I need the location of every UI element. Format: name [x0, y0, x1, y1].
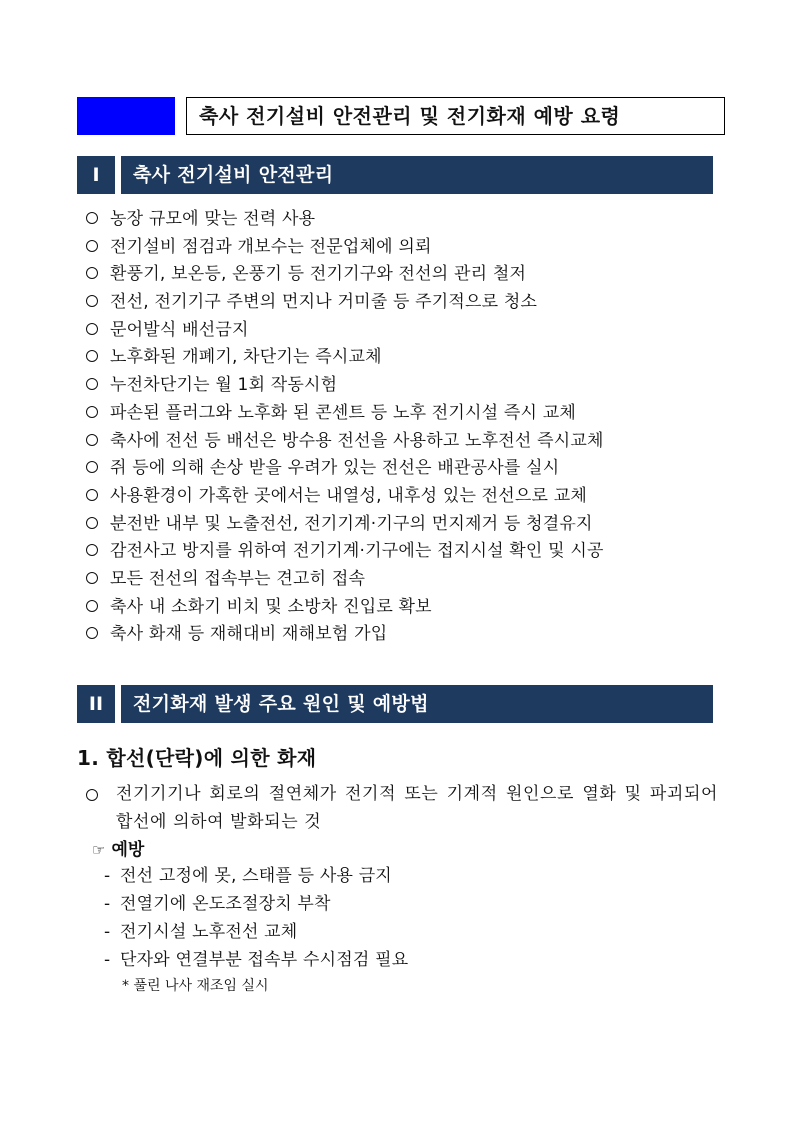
list-item-text: 누전차단기는 월 1회 작동시험	[110, 375, 338, 396]
prevention-item-text: 전선 고정에 못, 스태플 등 사용 금지	[120, 866, 392, 886]
circle-bullet-icon	[86, 789, 98, 801]
prevention-label	[92, 836, 144, 864]
list-item	[84, 344, 724, 372]
section-1-header	[77, 156, 713, 194]
circle-bullet-icon	[86, 406, 98, 418]
list-item	[84, 317, 724, 345]
prevention-item-text: 전열기에 온도조절장치 부착	[120, 894, 331, 914]
circle-bullet-icon	[86, 600, 98, 612]
prevention-item	[104, 946, 408, 974]
list-item-text: 문어발식 배선금지	[110, 319, 249, 340]
list-item	[84, 511, 724, 539]
pointing-hand-icon: ☞	[92, 841, 106, 859]
list-item	[84, 289, 724, 317]
circle-bullet-icon	[86, 350, 98, 362]
prevention-item	[104, 862, 408, 890]
document-title: 축사 전기설비 안전관리 및 전기화재 예방 요령	[186, 97, 725, 135]
section-1-number: I	[77, 156, 115, 194]
list-item-text: 축사에 전선 등 배선은 방수용 전선을 사용하고 노후전선 즉시교체	[110, 430, 604, 451]
circle-bullet-icon	[86, 212, 98, 224]
list-item-text: 농장 규모에 맞는 전력 사용	[110, 209, 316, 229]
prevention-note: * 풀린 나사 재조임 실시	[122, 978, 269, 994]
dash-bullet-icon: -	[104, 950, 111, 970]
circle-bullet-icon	[86, 323, 98, 335]
dash-bullet-icon: -	[104, 894, 111, 914]
circle-bullet-icon	[86, 378, 98, 390]
subsection-1-description	[86, 780, 718, 836]
circle-bullet-icon	[86, 572, 98, 584]
list-item	[84, 372, 724, 400]
list-item	[84, 483, 724, 511]
list-item-text: 모든 전선의 접속부는 견고히 접속	[110, 568, 366, 589]
circle-bullet-icon	[86, 461, 98, 473]
list-item-text: 감전사고 방지를 위하여 전기기계·기구에는 접지시설 확인 및 시공	[110, 541, 604, 562]
list-item-text: 분전반 내부 및 노출전선, 전기기계·기구의 먼지제거 등 청결유지	[110, 513, 593, 534]
section-2-header	[77, 685, 713, 723]
list-item-text: 축사 화재 등 재해대비 재해보험 가입	[110, 624, 388, 645]
prevention-item	[104, 890, 408, 918]
prevention-item-text: 전기시설 노후전선 교체	[120, 922, 298, 942]
list-item	[84, 621, 724, 649]
list-item	[84, 206, 724, 234]
circle-bullet-icon	[86, 627, 98, 639]
prevention-list	[104, 862, 408, 974]
section-2-number: II	[77, 685, 115, 723]
list-item	[84, 400, 724, 428]
circle-bullet-icon	[86, 517, 98, 529]
circle-bullet-icon	[86, 267, 98, 279]
dash-bullet-icon: -	[104, 866, 111, 886]
prevention-item	[104, 918, 408, 946]
circle-bullet-icon	[86, 544, 98, 556]
list-item-text: 환풍기, 보온등, 온풍기 등 전기기구와 전선의 관리 철저	[110, 264, 527, 285]
list-item	[84, 594, 724, 622]
list-item-text: 축사 내 소화기 비치 및 소방차 진입로 확보	[110, 596, 432, 617]
section-1-title: 축사 전기설비 안전관리	[121, 156, 713, 194]
list-item-text: 전기설비 점검과 개보수는 전문업체에 의뢰	[110, 236, 432, 257]
description-text: 전기기기나 회로의 절연체가 전기적 또는 기계적 원인으로 열화 및 파괴되어 합선에 의하여 발화되는 것	[116, 784, 718, 832]
title-accent-block	[77, 97, 175, 135]
list-item-text: 쥐 등에 의해 손상 받을 우려가 있는 전선은 배관공사를 실시	[110, 458, 560, 479]
circle-bullet-icon	[86, 434, 98, 446]
list-item-text: 파손된 플러그와 노후화 된 콘센트 등 노후 전기시설 즉시 교체	[110, 402, 576, 423]
prevention-label-text: 예방	[111, 840, 145, 860]
dash-bullet-icon: -	[104, 922, 111, 942]
list-item	[84, 428, 724, 456]
subsection-1-heading: 1. 합선(단락)에 의한 화재	[77, 746, 317, 770]
list-item	[84, 455, 724, 483]
list-item-text: 노후화된 개폐기, 차단기는 즉시교체	[110, 347, 382, 368]
circle-bullet-icon	[86, 295, 98, 307]
list-item-text: 전선, 전기기구 주변의 먼지나 거미줄 등 주기적으로 청소	[110, 292, 538, 313]
list-item	[84, 234, 724, 262]
circle-bullet-icon	[86, 240, 98, 252]
section-1-list	[84, 206, 724, 649]
prevention-item-text: 단자와 연결부분 접속부 수시점검 필요	[120, 950, 409, 970]
list-item-text: 사용환경이 가혹한 곳에서는 내열성, 내후성 있는 전선으로 교체	[110, 485, 588, 506]
section-2-title: 전기화재 발생 주요 원인 및 예방법	[121, 685, 713, 723]
list-item	[84, 538, 724, 566]
document-title-block	[77, 97, 713, 135]
circle-bullet-icon	[86, 489, 98, 501]
list-item	[84, 261, 724, 289]
list-item	[84, 566, 724, 594]
